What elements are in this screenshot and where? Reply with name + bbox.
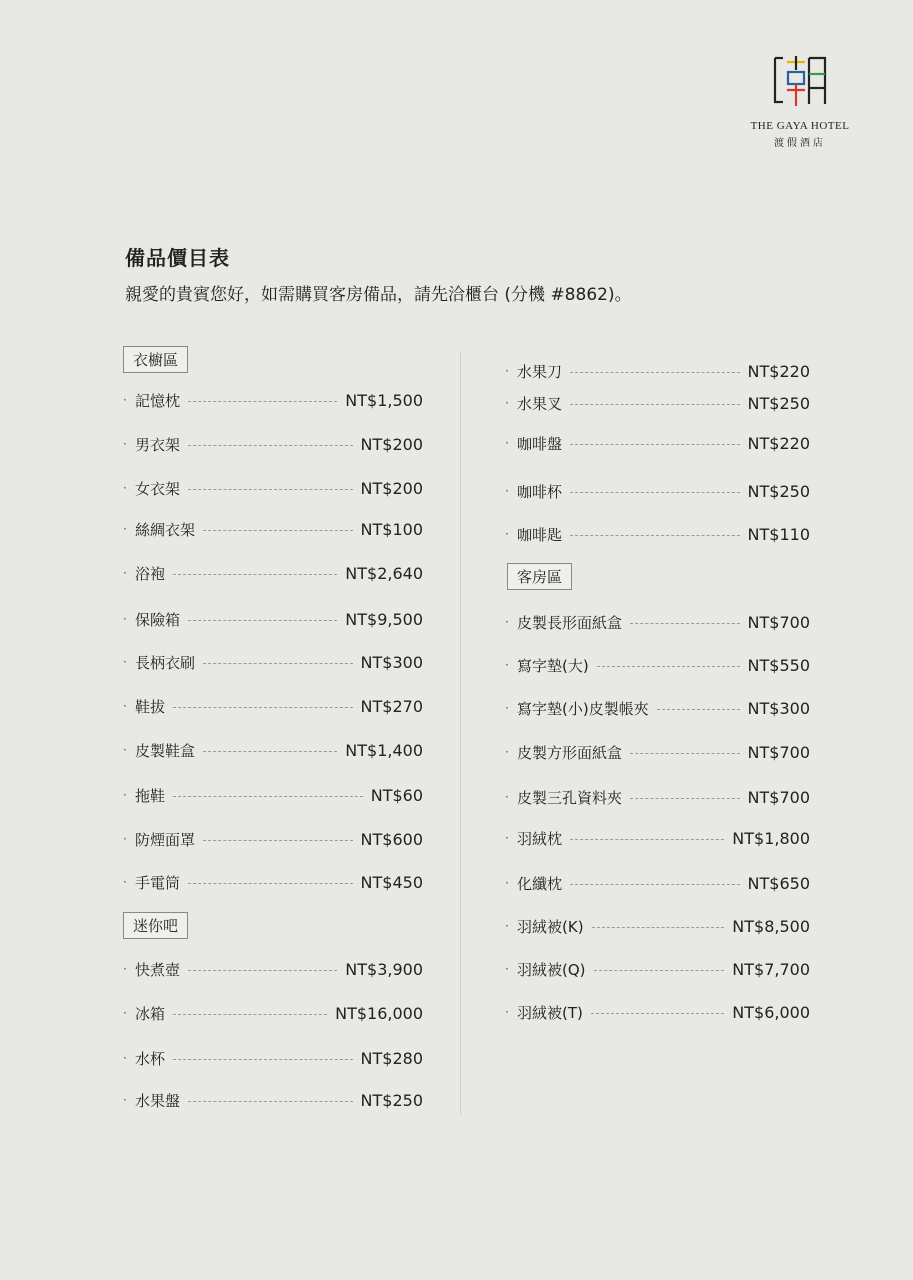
item-price: NT$300 [360, 652, 423, 672]
dotted-leader [173, 707, 353, 708]
item-name: 保險箱 [135, 610, 181, 629]
item-name: 記憶枕 [135, 391, 181, 410]
list-item [505, 915, 810, 937]
bullet: · [505, 527, 509, 541]
list-item [123, 695, 423, 717]
item-name: 皮製長形面紙盒 [517, 613, 623, 632]
bullet: · [123, 612, 127, 626]
bullet: · [123, 875, 127, 889]
item-name: 長柄衣刷 [135, 653, 196, 672]
item-price: NT$110 [747, 524, 810, 544]
dotted-leader [203, 840, 353, 841]
item-price: NT$200 [360, 478, 423, 498]
item-name: 寫字墊(大) [517, 656, 589, 675]
bullet: · [505, 1005, 509, 1019]
dotted-leader [203, 663, 353, 664]
bullet: · [123, 437, 127, 451]
list-item [123, 739, 423, 761]
item-name: 化纖枕 [517, 874, 563, 893]
item-name: 皮製三孔資料夾 [517, 788, 623, 807]
dotted-leader [630, 623, 740, 624]
item-price: NT$700 [747, 787, 810, 807]
bullet: · [123, 832, 127, 846]
item-name: 浴袍 [135, 564, 166, 583]
item-name: 羽絨被(K) [517, 917, 584, 936]
section-label-minibar: 迷你吧 [123, 912, 188, 939]
dotted-leader [630, 798, 740, 799]
bullet: · [123, 1006, 127, 1020]
hotel-logo [740, 52, 860, 149]
item-name: 水杯 [135, 1049, 166, 1068]
dotted-leader [173, 574, 337, 575]
item-price: NT$450 [360, 872, 423, 892]
list-item [505, 741, 810, 763]
bullet: · [505, 396, 509, 410]
item-name: 皮製鞋盒 [135, 741, 196, 760]
bullet: · [505, 615, 509, 629]
list-item [123, 1047, 423, 1069]
bullet: · [505, 831, 509, 845]
item-name: 快煮壺 [135, 960, 181, 979]
dotted-leader [570, 372, 740, 373]
dotted-leader [188, 445, 353, 446]
page-subtitle: 親愛的貴賓您好，如需購買客房備品，請先洽櫃台 (分機 #8862)。 [125, 285, 632, 305]
dotted-leader [570, 535, 740, 536]
item-name: 羽絨枕 [517, 829, 563, 848]
item-name: 手電筒 [135, 873, 181, 892]
dotted-leader [188, 883, 353, 884]
list-item [123, 433, 423, 455]
item-name: 羽絨被(T) [517, 1003, 583, 1022]
dotted-leader [570, 444, 740, 445]
item-price: NT$2,640 [345, 563, 423, 583]
item-price: NT$200 [360, 434, 423, 454]
bullet: · [505, 436, 509, 450]
item-name: 鞋拔 [135, 697, 166, 716]
item-price: NT$600 [360, 829, 423, 849]
page-title: 備品價目表 [125, 246, 230, 270]
dotted-leader [173, 796, 363, 797]
item-name: 咖啡盤 [517, 434, 563, 453]
bullet: · [505, 962, 509, 976]
dotted-leader [570, 492, 740, 493]
list-item [123, 562, 423, 584]
dotted-leader [173, 1059, 353, 1060]
item-price: NT$650 [747, 873, 810, 893]
list-item [505, 360, 810, 382]
list-item [505, 432, 810, 454]
bullet: · [505, 658, 509, 672]
item-price: NT$270 [360, 696, 423, 716]
list-item [123, 784, 423, 806]
list-item [123, 608, 423, 630]
list-item [123, 871, 423, 893]
item-price: NT$16,000 [335, 1003, 423, 1023]
dotted-leader [570, 839, 724, 840]
bullet: · [123, 566, 127, 580]
list-item [123, 828, 423, 850]
list-item [505, 958, 810, 980]
bullet: · [123, 743, 127, 757]
column-divider [460, 352, 461, 1115]
item-name: 皮製方形面紙盒 [517, 743, 623, 762]
list-item [505, 786, 810, 808]
list-item [505, 827, 810, 849]
dotted-leader [594, 970, 725, 971]
bullet: · [123, 481, 127, 495]
item-price: NT$220 [747, 361, 810, 381]
item-price: NT$1,800 [732, 828, 810, 848]
item-name: 女衣架 [135, 479, 181, 498]
item-name: 水果刀 [517, 362, 563, 381]
item-name: 羽絨被(Q) [517, 960, 586, 979]
list-item [123, 1089, 423, 1111]
item-name: 水果盤 [135, 1091, 181, 1110]
item-price: NT$9,500 [345, 609, 423, 629]
item-price: NT$250 [360, 1090, 423, 1110]
item-price: NT$220 [747, 433, 810, 453]
list-item [505, 697, 810, 719]
item-price: NT$6,000 [732, 1002, 810, 1022]
dotted-leader [203, 751, 337, 752]
brand-name-zh: 渡假酒店 [774, 138, 826, 149]
list-item [123, 958, 423, 980]
item-price: NT$300 [747, 698, 810, 718]
item-name: 冰箱 [135, 1004, 166, 1023]
item-price: NT$700 [747, 742, 810, 762]
list-item [505, 523, 810, 545]
item-price: NT$7,700 [732, 959, 810, 979]
dotted-leader [597, 666, 740, 667]
list-item [505, 654, 810, 676]
list-item [505, 480, 810, 502]
bullet: · [505, 364, 509, 378]
list-item [123, 518, 423, 540]
list-item [505, 1001, 810, 1023]
bullet: · [123, 962, 127, 976]
dotted-leader [630, 753, 740, 754]
item-name: 咖啡匙 [517, 525, 563, 544]
dotted-leader [591, 1013, 724, 1014]
list-item [505, 872, 810, 894]
gaya-logo-mark-icon [771, 52, 829, 110]
item-name: 絲綢衣架 [135, 520, 196, 539]
dotted-leader [570, 404, 740, 405]
bullet: · [123, 655, 127, 669]
bullet: · [123, 1051, 127, 1065]
list-item [123, 651, 423, 673]
bullet: · [505, 701, 509, 715]
dotted-leader [203, 530, 353, 531]
bullet: · [123, 699, 127, 713]
bullet: · [123, 788, 127, 802]
item-price: NT$250 [747, 393, 810, 413]
section-label-wardrobe: 衣櫥區 [123, 346, 188, 373]
bullet: · [505, 745, 509, 759]
list-item [123, 477, 423, 499]
item-price: NT$250 [747, 481, 810, 501]
item-price: NT$3,900 [345, 959, 423, 979]
dotted-leader [173, 1014, 327, 1015]
item-name: 咖啡杯 [517, 482, 563, 501]
dotted-leader [570, 884, 740, 885]
item-name: 防煙面罩 [135, 830, 196, 849]
list-item [123, 1002, 423, 1024]
item-price: NT$60 [370, 785, 423, 805]
item-name: 水果叉 [517, 394, 563, 413]
dotted-leader [188, 970, 337, 971]
dotted-leader [188, 489, 353, 490]
item-price: NT$550 [747, 655, 810, 675]
dotted-leader [592, 927, 725, 928]
dotted-leader [188, 620, 337, 621]
item-price: NT$1,500 [345, 390, 423, 410]
item-price: NT$1,400 [345, 740, 423, 760]
section-label-guestroom: 客房區 [507, 563, 572, 590]
dotted-leader [188, 401, 337, 402]
dotted-leader [657, 709, 740, 710]
dotted-leader [188, 1101, 353, 1102]
item-name: 寫字墊(小)皮製帳夾 [517, 699, 649, 718]
bullet: · [123, 393, 127, 407]
item-price: NT$700 [747, 612, 810, 632]
item-price: NT$280 [360, 1048, 423, 1068]
list-item [505, 392, 810, 414]
bullet: · [123, 1093, 127, 1107]
list-item [123, 389, 423, 411]
list-item [505, 611, 810, 633]
bullet: · [505, 790, 509, 804]
bullet: · [505, 484, 509, 498]
bullet: · [505, 919, 509, 933]
bullet: · [123, 522, 127, 536]
brand-name-en: THE GAYA HOTEL [750, 120, 850, 132]
item-name: 拖鞋 [135, 786, 166, 805]
item-price: NT$100 [360, 519, 423, 539]
item-price: NT$8,500 [732, 916, 810, 936]
item-name: 男衣架 [135, 435, 181, 454]
bullet: · [505, 876, 509, 890]
